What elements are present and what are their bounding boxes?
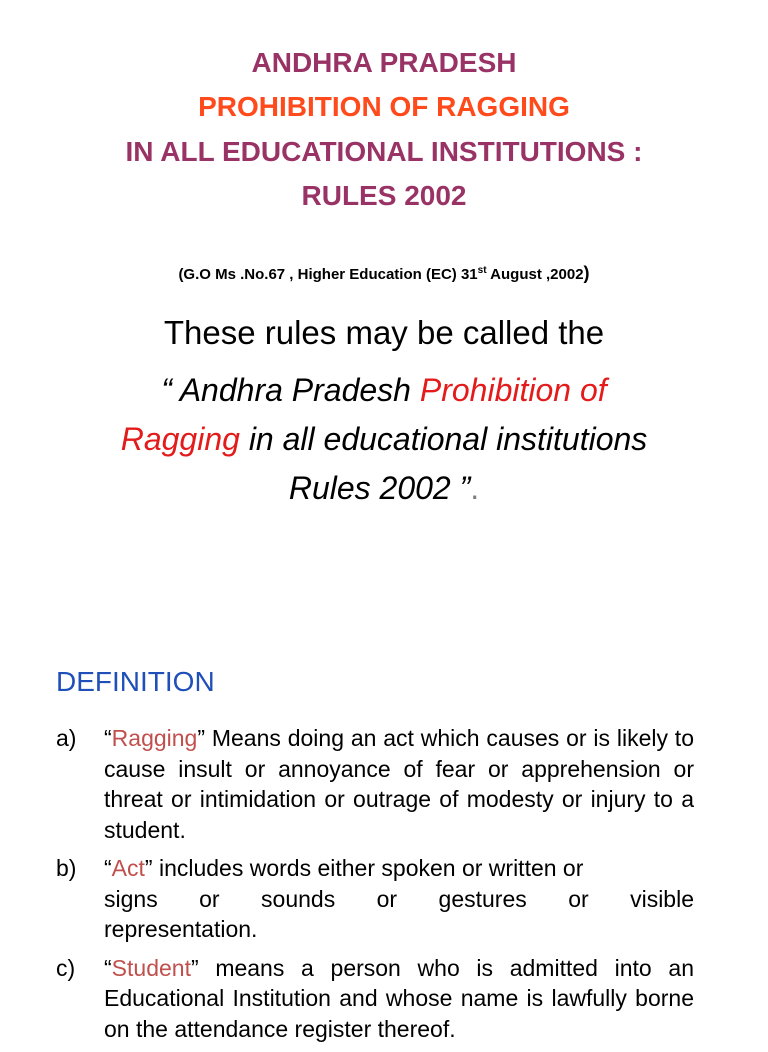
definition-term: Ragging [111, 725, 198, 751]
citation-close: ) [583, 263, 590, 283]
definition-item-ragging [56, 723, 694, 845]
definition-item-act [56, 853, 694, 945]
quote-end: Rules 2002 ” [288, 470, 471, 506]
definition-line: representation. [104, 916, 258, 942]
definition-line [104, 853, 694, 884]
citation-suffix: August ,2002 [486, 266, 584, 283]
open-quote: “ [104, 954, 112, 981]
rules-name-quote [0, 366, 768, 513]
open-quote: “ [104, 725, 112, 751]
definition-list [56, 723, 694, 1052]
definition-word: gestures [438, 885, 527, 912]
quote-rest: in all educational institutions [239, 421, 648, 457]
definition-heading: DEFINITION [56, 666, 215, 697]
definition-text: ” includes words either spoken or written or [144, 855, 584, 881]
definition-word: visible [630, 885, 694, 912]
definition-word: signs [104, 885, 158, 912]
open-quote: “ [104, 855, 112, 881]
quote-open: “ Andhra Pradesh [161, 372, 420, 408]
definition-word: or [376, 885, 398, 912]
title-line-2: PROHIBITION OF RAGGING [198, 91, 570, 122]
definition-term: Student [111, 954, 191, 981]
citation [0, 262, 768, 286]
citation-superscript: st [477, 265, 487, 276]
citation-prefix: (G.O Ms .No.67 , Higher Education (EC) 31 [178, 266, 478, 283]
definition-marker: c) [56, 954, 76, 981]
definition-word: or [199, 885, 220, 912]
title-line-3: IN ALL EDUCATIONAL INSTITUTIONS : [125, 136, 643, 167]
intro-text: These rules may be called the [163, 314, 605, 351]
definition-line-justified [104, 884, 694, 915]
definition-word: sounds [261, 885, 336, 912]
definition-text: ” means a person who is admitted into an Educational Institution and whose name is lawfully borne on the attendance register thereof. [104, 954, 694, 1042]
definition-term: Act [111, 855, 145, 881]
title-line-4: RULES 2002 [301, 180, 467, 211]
quote-dot: . [470, 470, 480, 506]
definition-text: ” Means doing an act which causes or is likely to cause insult or annoyance of fear or apprehension or threat or intimidation or outrage of modesty or injury to a student. [104, 725, 694, 843]
quote-highlight-1: Prohibition of [419, 372, 607, 408]
quote-line-1 [0, 366, 768, 415]
quote-highlight-2: Ragging [120, 421, 240, 457]
definition-marker: b) [56, 855, 77, 881]
quote-line-2 [0, 415, 768, 464]
definition-word: or [568, 885, 589, 912]
quote-line-3 [0, 464, 768, 513]
definition-item-student [56, 953, 694, 1045]
definition-marker: a) [56, 725, 77, 751]
title-line-1: ANDHRA PRADESH [251, 47, 517, 78]
